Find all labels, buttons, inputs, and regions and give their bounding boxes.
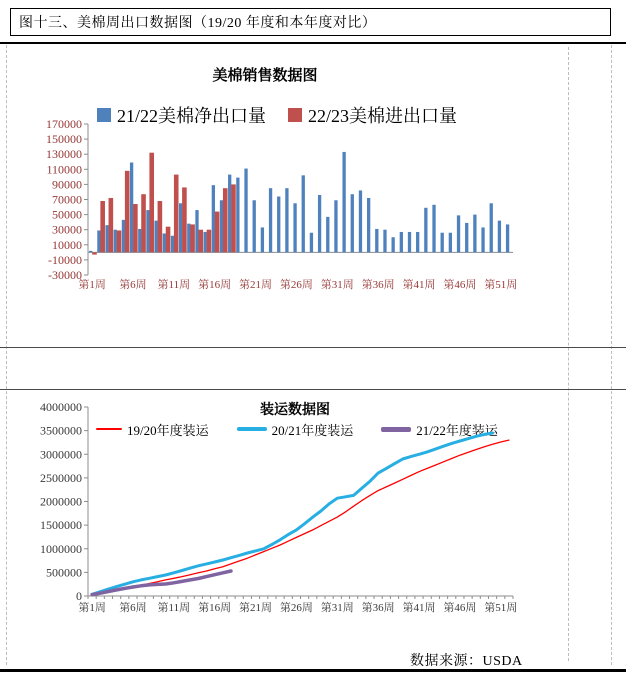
svg-text:第36周: 第36周 [361,279,395,291]
svg-text:3000000: 3000000 [40,447,82,462]
left-margin-guide [6,45,7,665]
right-margin-guide [611,45,612,665]
svg-text:150000: 150000 [46,132,82,147]
svg-text:第6周: 第6周 [119,279,147,291]
legend-label: 21/22美棉净出口量 [117,106,267,126]
svg-text:1500000: 1500000 [40,518,82,533]
svg-text:1000000: 1000000 [40,541,82,556]
svg-text:第26周: 第26周 [279,602,313,614]
legend-label: 21/22年度装运 [416,422,498,438]
svg-text:90000: 90000 [52,177,82,192]
svg-text:第31周: 第31周 [320,279,354,291]
svg-text:110000: 110000 [46,162,82,177]
svg-text:第1周: 第1周 [78,602,106,614]
legend-label: 19/20年度装运 [127,422,209,438]
svg-text:10000: 10000 [52,237,82,252]
svg-text:第11周: 第11周 [157,279,191,291]
bottom-rule [0,669,626,672]
svg-text:500000: 500000 [46,565,82,580]
svg-text:2000000: 2000000 [40,494,82,509]
row-separator-top [0,347,626,348]
svg-text:4000000: 4000000 [40,400,82,414]
svg-text:3500000: 3500000 [40,423,82,438]
svg-text:50000: 50000 [52,207,82,222]
shipment-chart-title: 装运数据图 [260,403,330,418]
svg-text:第51周: 第51周 [484,602,518,614]
page-title: 图十三、美棉周出口数据图（19/20 年度和本年度对比） [19,16,377,31]
svg-text:30000: 30000 [52,222,82,237]
svg-text:70000: 70000 [52,192,82,207]
svg-text:130000: 130000 [46,147,82,162]
shipment-line-chart-canvas [30,395,575,630]
svg-text:-30000: -30000 [48,268,82,282]
svg-text:第46周: 第46周 [443,602,477,614]
legend-label: 20/21年度装运 [271,422,354,438]
svg-text:0: 0 [76,589,82,603]
svg-text:-10000: -10000 [48,252,82,267]
svg-text:第11周: 第11周 [157,602,191,614]
svg-text:第36周: 第36周 [361,602,395,614]
svg-text:第21周: 第21周 [239,602,273,614]
header-rule [0,42,626,44]
sales-chart-title: 美棉销售数据图 [212,68,318,84]
svg-text:2500000: 2500000 [40,470,82,485]
svg-text:第41周: 第41周 [402,279,436,291]
svg-text:第16周: 第16周 [198,602,232,614]
svg-text:第1周: 第1周 [78,279,106,291]
row-separator-bottom [0,389,626,390]
title-box [10,8,611,36]
svg-text:第51周: 第51周 [484,279,518,291]
svg-text:第21周: 第21周 [239,279,273,291]
svg-text:第26周: 第26周 [279,279,313,291]
line-plot-area [40,400,517,614]
svg-text:第6周: 第6周 [119,602,147,614]
legend-label: 22/23美棉进出口量 [308,106,458,126]
data-source-note: 数据来源：USDA [410,654,523,669]
svg-text:第46周: 第46周 [443,279,477,291]
svg-text:第31周: 第31周 [320,602,354,614]
svg-text:170000: 170000 [46,117,82,131]
svg-text:第41周: 第41周 [402,602,436,614]
bar-plot-area [46,117,517,291]
sales-bar-chart-canvas [30,115,575,307]
svg-text:第16周: 第16周 [198,279,232,291]
